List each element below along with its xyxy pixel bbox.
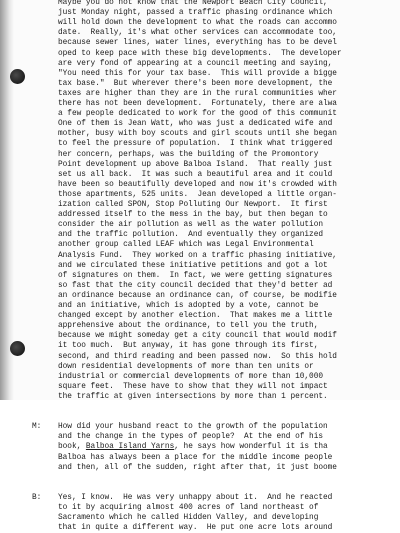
- transcript-line: and then, all of the sudden, right after that, it just boome: [58, 463, 337, 472]
- transcript-line: so fast that the city council decided that they'd better ad: [58, 281, 333, 290]
- transcript-line: Balboa has always been a place for the middle income people: [58, 453, 333, 462]
- transcript-line: will hold down the development to what the roads can accommo: [58, 19, 337, 28]
- transcript-line: and the traffic pollution. And eventually they organized: [58, 231, 323, 240]
- transcript-line: Point development up above Balboa Island. That really just: [58, 160, 333, 169]
- transcript-line: consider the air pollution as well as the water pollution: [58, 221, 323, 230]
- transcript-line: just Monday night, passed a traffic phasing ordinance which: [58, 9, 333, 18]
- transcript-line: those apartments, 525 units. Jean developed a little organ-: [58, 190, 337, 199]
- transcript-line: an ordinance because an ordinance can, of course, be modifie: [58, 291, 337, 300]
- transcript-line: are very fond of appearing at a council meeting and saying,: [58, 59, 333, 68]
- speaker-label: M:: [32, 423, 42, 432]
- transcript-line: Sacramento which he called Hidden Valley, and developing: [58, 514, 319, 523]
- transcript-line: there has not been development. Fortunately, there are alwa: [58, 100, 337, 108]
- transcript-line: another group called LEAF which was Legal Environmental: [58, 241, 314, 250]
- book-title: Balboa Island Yarns: [85, 443, 175, 452]
- transcript-line: book, Balboa Island Yarns, he says how wonderful it is tha: [58, 443, 328, 452]
- transcript-line: ization called SPON, Stop Polluting Our Newport. It first: [58, 201, 328, 209]
- binder-hole-top: [10, 69, 25, 84]
- page-edge-shadow: [0, 0, 14, 400]
- binder-hole-bottom: [10, 341, 25, 356]
- transcript-line: down residential developments of more than ten units or: [58, 362, 314, 371]
- transcript-line: and we circulated these initiative petitions and got a lot: [58, 261, 328, 270]
- transcript-line: second, and third reading and been passed now. So this hold: [58, 352, 337, 361]
- transcript-line: date. Really, it's what other services can accommodate too,: [58, 29, 337, 38]
- transcript-line: Maybe you do not know that the Newport Beach City Council,: [58, 0, 328, 7]
- transcript-line: a few people dedicated to work for the good of this communit: [58, 110, 337, 119]
- transcript-line: set us all back. It was such a beautiful area and it could: [58, 170, 333, 179]
- transcript-line: have been so beautifully developed and now it's crowded with: [58, 180, 337, 189]
- transcript-line: changed except by another election. That makes me a little: [58, 312, 333, 321]
- transcript-line: of signatures on them. In fact, we were getting signatures: [58, 271, 333, 280]
- transcript-line: One of them is Jean Watt, who was just a dedicated wife and: [58, 120, 333, 129]
- transcript-line: Yes, I know. He was very unhappy about it. And he reacted: [58, 493, 333, 502]
- transcript-line: and the change in the types of people? At the end of his: [58, 433, 323, 442]
- transcript-line: because sewer lines, water lines, everything has to be devel: [58, 39, 337, 48]
- transcript-line: it too much. But anyway, it has gone through its first,: [58, 342, 319, 351]
- transcript-line: taxes are higher than they are in the rural communities wher: [58, 89, 337, 98]
- transcript-line: industrial or commercial developments of more than 10,000: [58, 372, 323, 381]
- transcript-line: because we might someday get a city council that would modif: [58, 332, 337, 341]
- transcript-line: to it by acquiring almost 400 acres of land northeast of: [58, 504, 319, 512]
- transcript-line: to feel the pressure of population. I think what triggered: [58, 140, 333, 149]
- transcript-line: her concern, perhaps, was the building of the Promontory: [58, 150, 319, 159]
- transcript-line: "You need this for your tax base. This will provide a bigge: [58, 69, 337, 78]
- transcript-line: that in quite a different way. He put one acre lots around: [58, 524, 333, 533]
- transcript-line: the traffic at given intersections by more than 1 percent.: [58, 392, 328, 401]
- transcript-line: mother, busy with boy scouts and girl scouts until she began: [58, 130, 337, 139]
- transcript-line: square feet. These have to show that they will not impact: [58, 382, 328, 391]
- transcript-line: and an initiative, which is adopted by a vote, cannot be: [58, 302, 319, 310]
- transcript-line: How did your husband react to the growth of the population: [58, 423, 328, 432]
- transcript-line: Analysis Fund. They worked on a traffic phasing initiative,: [58, 251, 337, 260]
- transcript-line: tax base." But wherever there's been more development, the: [58, 79, 333, 88]
- speaker-label: B:: [32, 493, 42, 502]
- transcript-line: apprehensive about the ordinance, to tell you the truth,: [58, 322, 319, 331]
- transcript-line: oped to keep pace with these big developments. The developer: [58, 49, 342, 58]
- transcript-line: addressed itself to the mess in the bay, but then began to: [58, 211, 328, 220]
